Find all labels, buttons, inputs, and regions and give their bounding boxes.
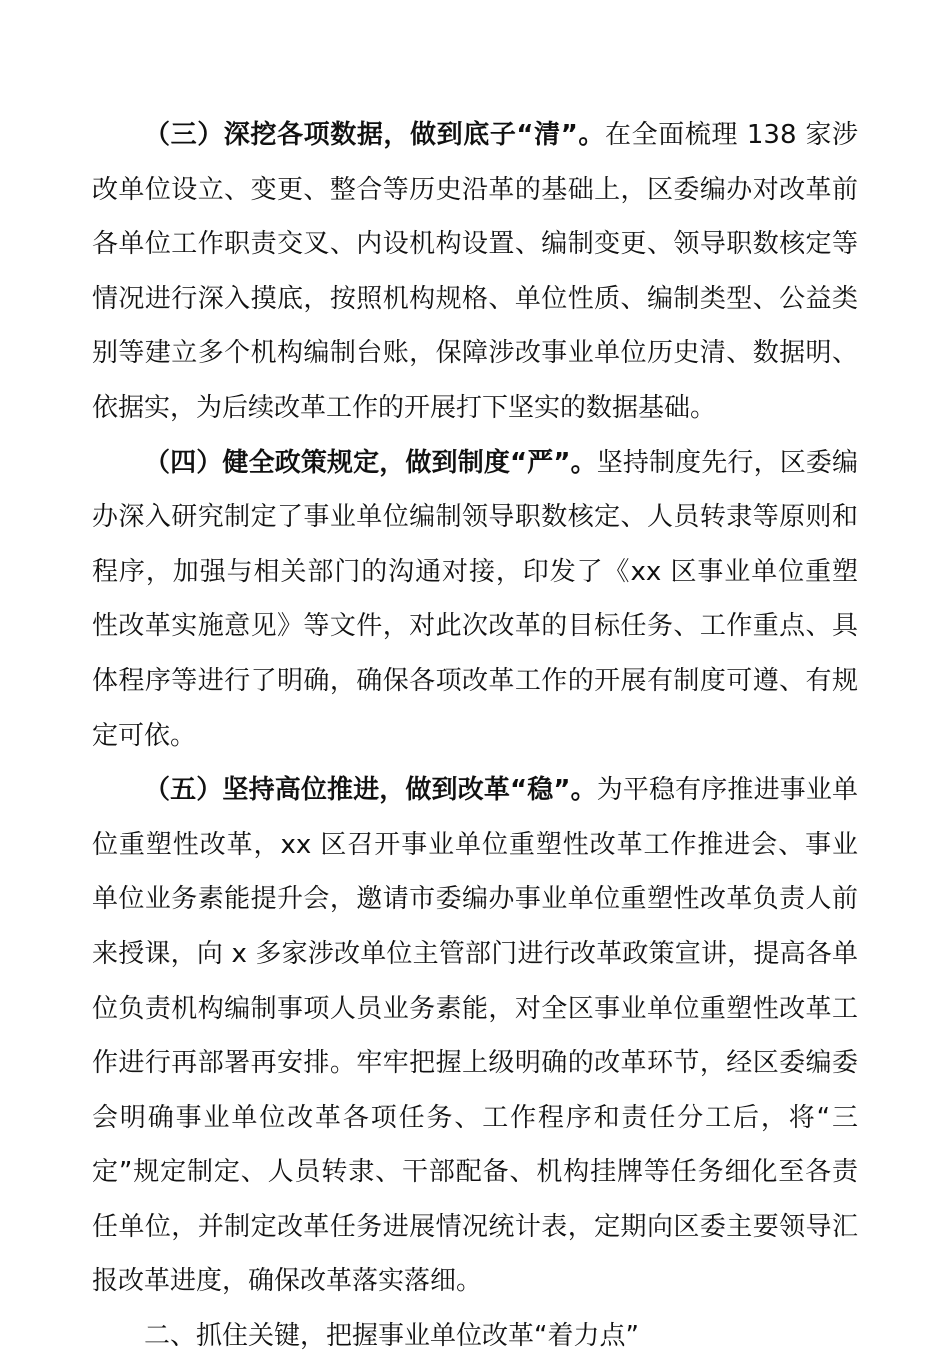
paragraph-text: 为平稳有序推进事业单位重塑性改革，xx 区召开事业单位重塑性改革工作推进会、事业单位业务素能提升会，邀请市委编办事业单位重塑性改革负责人前来授课，向 x 多家涉改单位主管部门进行改革政策宣讲，提高各单位负责机构编制事项人员业务素能，对全区事业单位重塑性改革工作进行再部署再安排。牢牢把握上级明确的改革环节，经区委编委会明确事业单位改革各项任务、工作程序和责任分工后，将“三定”规定制定、人员转隶、干部配备、机构挂牌等任务细化至各责任单位，并制定改革任务进展情况统计表，定期向区委主要领导汇报改革进度，确保改革落实落细。 <box>92 775 858 1297</box>
paragraph-high-level-push <box>92 763 858 1309</box>
document-body <box>92 108 858 1364</box>
paragraph-policy-rules <box>92 436 858 764</box>
section-heading: 二、抓住关键，把握事业单位改革“着力点” <box>144 1321 639 1352</box>
paragraph-heading: （四）健全政策规定，做到制度“严”。 <box>144 447 597 478</box>
paragraph-text: 在全面梳理 138 家涉改单位设立、变更、整合等历史沿革的基础上，区委编办对改革前各单位工作职责交叉、内设机构设置、编制变更、领导职数核定等情况进行深入摸底，按照机构规格、单位性质、编制类型、公益类别等建立多个机构编制台账，保障涉改事业单位历史清、数据明、依据实，为后续改革工作的开展打下坚实的数据基础。 <box>92 120 858 423</box>
paragraph-heading: （三）深挖各项数据，做到底子“清”。 <box>144 120 606 150</box>
paragraph-data-review <box>92 108 858 436</box>
paragraph-heading: （五）坚持高位推进，做到改革“稳”。 <box>144 775 597 806</box>
paragraph-text: 坚持制度先行，区委编办深入研究制定了事业单位编制领导职数核定、人员转隶等原则和程序，加强与相关部门的沟通对接，印发了《xx 区事业单位重塑性改革实施意见》等文件，对此次改革的目标任务、工作重点、具体程序等进行了明确，确保各项改革工作的开展有制度可遵、有规定可依。 <box>92 447 858 751</box>
